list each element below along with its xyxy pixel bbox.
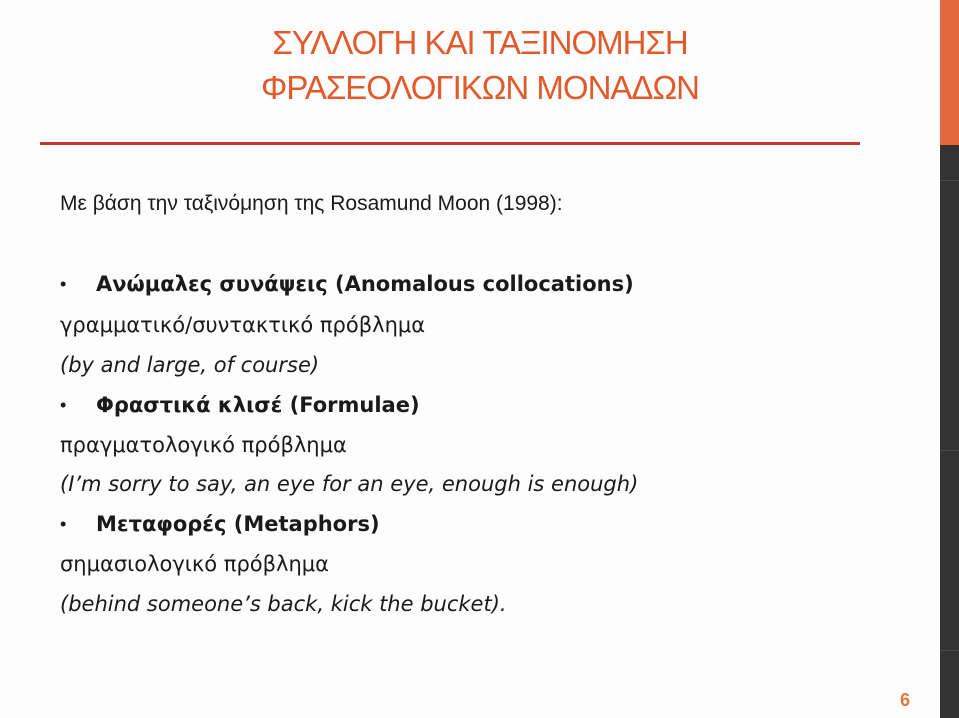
side-accent-bar bbox=[940, 0, 959, 145]
bullet-icon: • bbox=[60, 274, 67, 294]
side-dark-bar bbox=[940, 145, 959, 718]
bullet-icon: • bbox=[60, 514, 67, 534]
section-examples: (behind someone’s back, kick the bucket). bbox=[60, 592, 507, 616]
title-underline bbox=[40, 142, 860, 145]
section-heading: Φραστικά κλισέ (Formulae) bbox=[96, 393, 420, 417]
title-line-2: ΦΡΑΣΕΟΛΟΓΙΚΩΝ ΜΟΝΑΔΩΝ bbox=[261, 69, 699, 106]
intro-text: Με βάση την ταξινόμηση της Rosamund Moon (1998): bbox=[60, 192, 563, 215]
slide-title bbox=[120, 20, 840, 110]
section-problem: σημασιολογικό πρόβλημα bbox=[60, 552, 329, 576]
side-bar-divider bbox=[940, 450, 959, 451]
page-number: 6 bbox=[900, 690, 911, 710]
title-line-1: ΣΥΛΛΟΓΗ ΚΑΙ ΤΑΞΙΝΟΜΗΣΗ bbox=[272, 24, 688, 61]
side-bar-divider bbox=[940, 650, 959, 651]
side-bar-divider bbox=[940, 180, 959, 181]
section-heading: Ανώμαλες συνάψεις (Anomalous collocations) bbox=[96, 272, 634, 296]
bullet-icon: • bbox=[60, 395, 67, 415]
section-heading: Μεταφορές (Metaphors) bbox=[96, 512, 380, 536]
section-problem: πραγματολογικό πρόβλημα bbox=[60, 433, 347, 457]
section-examples: (by and large, of course) bbox=[60, 353, 320, 377]
section-problem: γραμματικό/συντακτικό πρόβλημα bbox=[60, 313, 426, 337]
section-examples: (I’m sorry to say, an eye for an eye, enough is enough) bbox=[60, 472, 639, 496]
